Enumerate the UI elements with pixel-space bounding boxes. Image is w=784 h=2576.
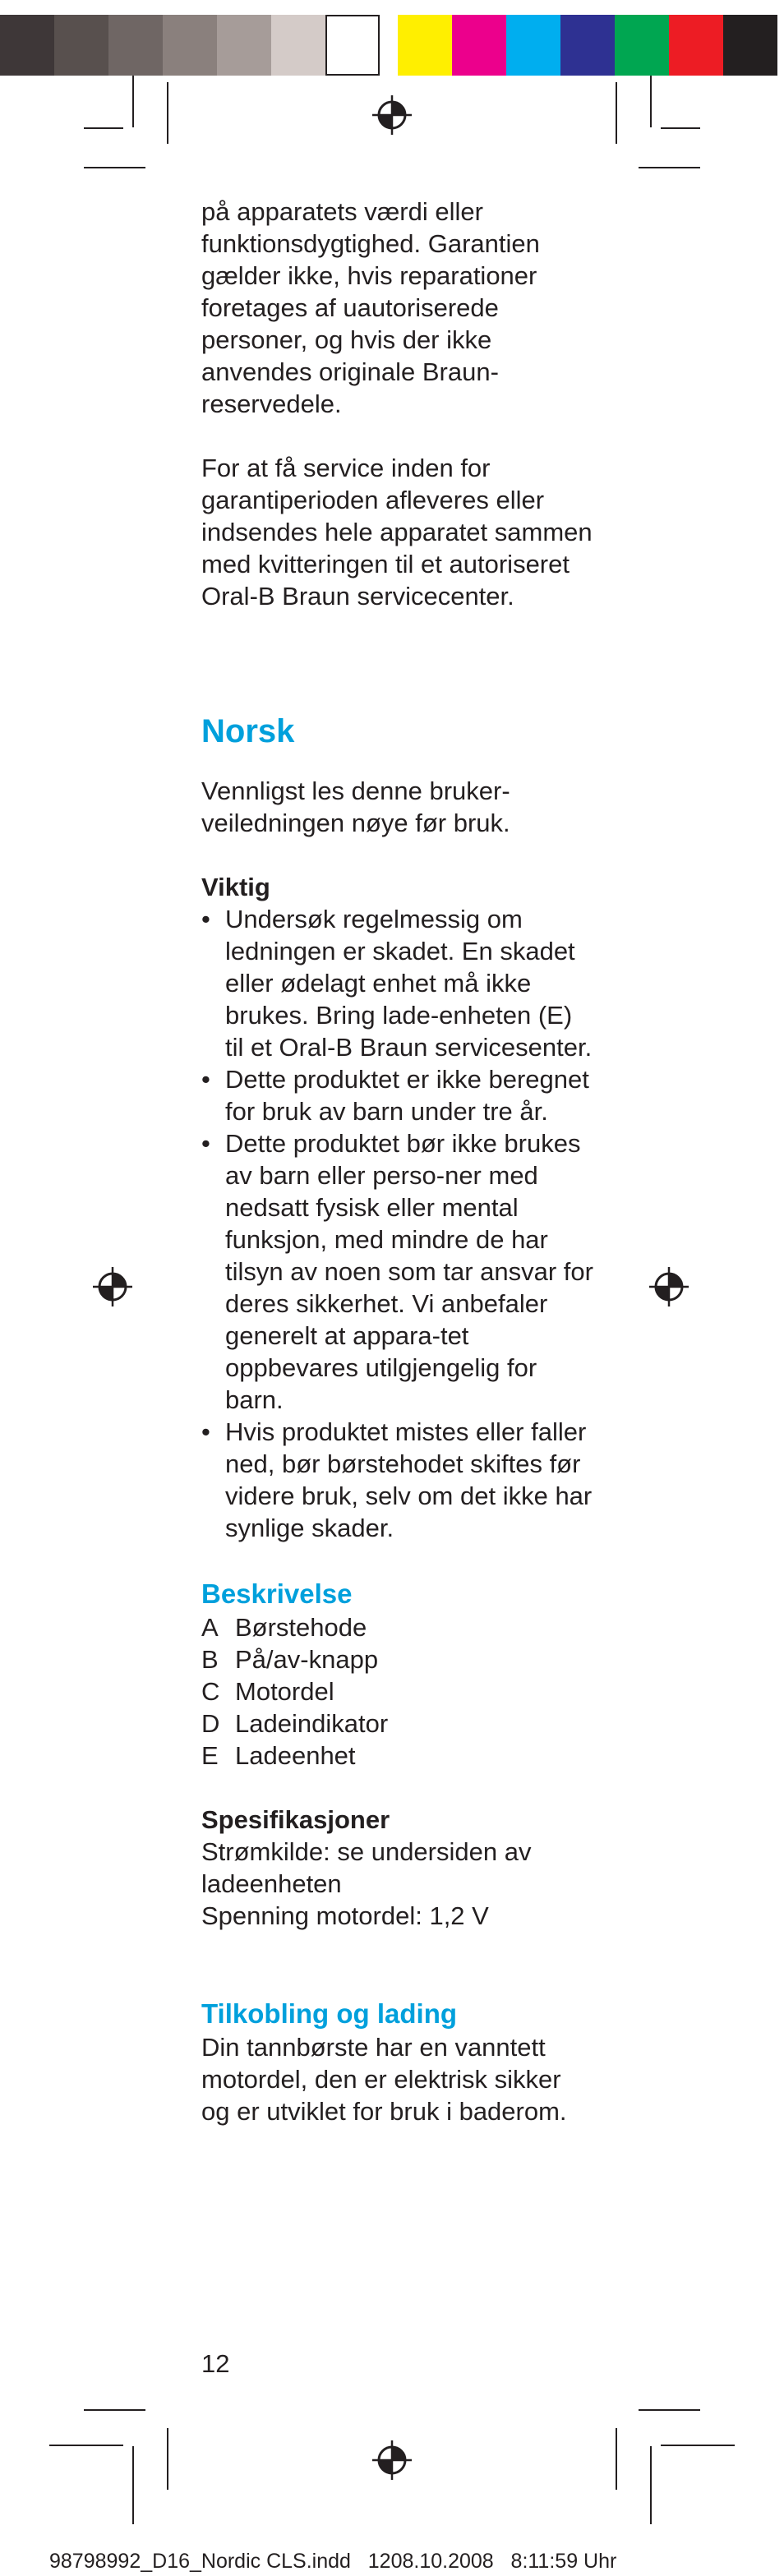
crop-mark bbox=[616, 82, 617, 144]
danish-paragraph: på apparatets værdi eller funktionsdygtighed. Garantien gælder ikke, hvis reparationer foretages af uautoriserede personer, og hvis der ikke anvendes originale Braun-reservedele. bbox=[201, 197, 540, 418]
crop-mark bbox=[84, 127, 123, 129]
green-swatch bbox=[615, 15, 669, 76]
crop-mark bbox=[661, 2445, 735, 2446]
gray-swatch bbox=[217, 15, 271, 76]
part-letter: D bbox=[201, 1709, 220, 1738]
part-letter: A bbox=[201, 1613, 219, 1642]
footer-timestamp: 08.10.2008 8:11:59 Uhr bbox=[390, 2550, 617, 2573]
crop-mark bbox=[132, 76, 134, 127]
registration-mark-icon bbox=[371, 2439, 413, 2482]
manual-text-column bbox=[201, 196, 596, 2127]
crop-mark bbox=[639, 2409, 700, 2411]
gray-swatch bbox=[271, 15, 325, 76]
gray-swatch bbox=[54, 15, 108, 76]
gray-swatch bbox=[163, 15, 217, 76]
crop-mark bbox=[616, 2428, 617, 2490]
crop-mark bbox=[661, 127, 700, 129]
white-swatch bbox=[325, 15, 380, 76]
list-item: • Dette produktet bør ikke brukes av barn eller perso-ner med nedsatt fysisk eller mental funksjon, med mindre de har tilsyn av noen som tar ansvar for deres sikkerhet. Vi anbefaler generelt at appara-tet oppbevares utilgjengelig for barn. bbox=[201, 1127, 596, 1416]
specs-voltage: Spenning motordel: 1,2 V bbox=[201, 1901, 489, 1930]
list-item bbox=[201, 1643, 596, 1675]
part-label: På/av-knapp bbox=[235, 1645, 379, 1674]
black-swatch bbox=[723, 15, 777, 76]
part-label: Børstehode bbox=[235, 1613, 367, 1642]
crop-mark bbox=[650, 2446, 652, 2524]
list-item bbox=[201, 1707, 596, 1740]
list-item: • Hvis produktet mistes eller faller ned, bør børstehodet skiftes før videre bruk, selv om det ikke har synlige skader. bbox=[201, 1416, 596, 1544]
danish-paragraph: For at få service inden for garantiperioden afleveres eller indsendes hele apparatet sammen med kvitteringen til et autoriseret Oral-B Braun servicecenter. bbox=[201, 454, 593, 611]
section-title-norsk: Norsk bbox=[201, 713, 295, 749]
specs-heading: Spesifikasjoner bbox=[201, 1805, 390, 1834]
crop-mark bbox=[167, 82, 168, 144]
intro-paragraph: Vennligst les denne bruker-veiledningen nøye før bruk. bbox=[201, 776, 510, 837]
gray-swatch bbox=[108, 15, 163, 76]
printer-color-bar bbox=[0, 15, 777, 76]
part-letter: E bbox=[201, 1741, 219, 1770]
crop-mark bbox=[84, 2409, 145, 2411]
red-swatch bbox=[669, 15, 723, 76]
part-label: Ladeindikator bbox=[235, 1709, 389, 1738]
parts-list bbox=[201, 1611, 596, 1772]
crop-mark bbox=[49, 2445, 123, 2446]
crop-mark bbox=[639, 167, 700, 168]
list-item: • Undersøk regelmessig om ledningen er skadet. En skadet eller ødelagt enhet må ikke brukes. Bring lade-enheten (E) til et Oral-B Braun servicesenter. bbox=[201, 903, 596, 1063]
connection-paragraph: Din tannbørste har en vanntett motordel, den er elektrisk sikker og er utviklet for bruk i baderom. bbox=[201, 2033, 567, 2126]
list-item bbox=[201, 1611, 596, 1643]
footer-slug: 98798992_D16_Nordic CLS.indd 12 bbox=[49, 2550, 391, 2573]
gray-swatch bbox=[0, 15, 54, 76]
blue-swatch bbox=[560, 15, 615, 76]
crop-mark bbox=[650, 76, 652, 127]
crop-mark bbox=[132, 2446, 134, 2524]
magenta-swatch bbox=[452, 15, 506, 76]
list-item bbox=[201, 1675, 596, 1707]
registration-mark-icon bbox=[371, 94, 413, 136]
page-number: 12 bbox=[201, 2349, 230, 2378]
important-list bbox=[201, 903, 596, 1544]
part-label: Ladeenhet bbox=[235, 1741, 356, 1770]
specs-power: Strømkilde: se undersiden av ladeenheten bbox=[201, 1837, 532, 1898]
crop-mark bbox=[84, 167, 145, 168]
part-label: Motordel bbox=[235, 1677, 334, 1706]
registration-mark-icon bbox=[91, 1265, 134, 1308]
print-footer bbox=[49, 2549, 616, 2574]
yellow-swatch bbox=[398, 15, 452, 76]
list-item: • Dette produktet er ikke beregnet for bruk av barn under tre år. bbox=[201, 1063, 596, 1127]
registration-mark-icon bbox=[648, 1265, 690, 1308]
cyan-swatch bbox=[506, 15, 560, 76]
part-letter: C bbox=[201, 1677, 220, 1706]
section-title-tilkobling: Tilkobling og lading bbox=[201, 1998, 458, 2029]
crop-mark bbox=[167, 2428, 168, 2490]
section-title-beskrivelse: Beskrivelse bbox=[201, 1578, 353, 1609]
list-item bbox=[201, 1740, 596, 1772]
part-letter: B bbox=[201, 1645, 219, 1674]
important-heading: Viktig bbox=[201, 873, 270, 901]
